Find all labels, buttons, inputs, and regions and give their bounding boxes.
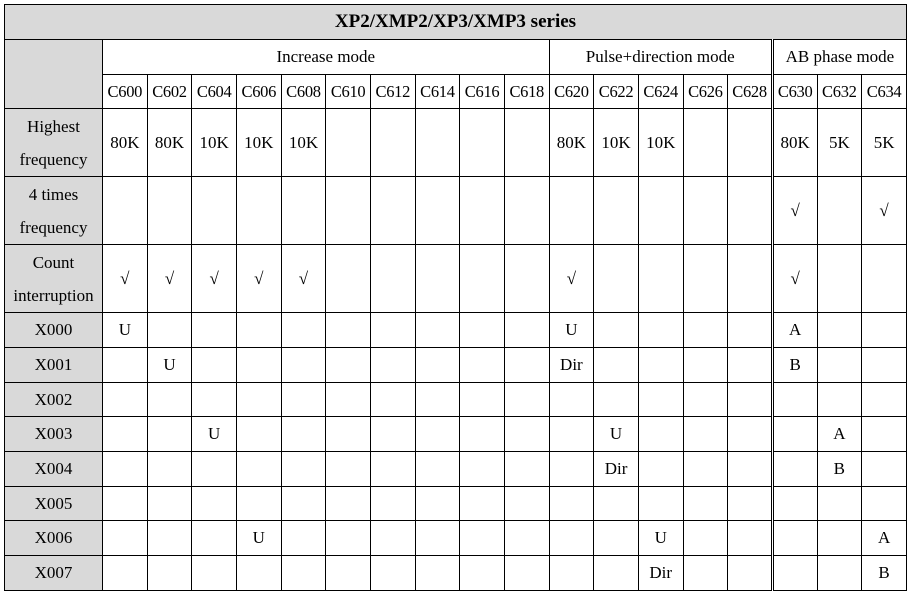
table-cell xyxy=(236,177,281,245)
table-cell xyxy=(862,417,907,452)
table-cell xyxy=(504,383,549,417)
table-cell xyxy=(504,487,549,521)
table-row xyxy=(5,313,907,348)
table-cell xyxy=(147,487,192,521)
table-cell xyxy=(370,177,415,245)
table-cell xyxy=(370,348,415,383)
table-row xyxy=(5,177,907,245)
table-cell xyxy=(549,417,594,452)
table-cell xyxy=(415,383,460,417)
table-cell: 80K xyxy=(549,109,594,177)
table-cell: 80K xyxy=(103,109,148,177)
table-cell xyxy=(370,417,415,452)
table-cell xyxy=(638,452,683,487)
table-cell xyxy=(326,521,371,556)
table-cell xyxy=(683,556,728,591)
table-cell xyxy=(504,452,549,487)
table-cell xyxy=(281,313,326,348)
table-cell xyxy=(281,487,326,521)
row-label: X001 xyxy=(5,348,103,383)
table-cell xyxy=(728,109,773,177)
table-cell xyxy=(862,452,907,487)
table-cell xyxy=(817,313,862,348)
table-cell xyxy=(147,417,192,452)
table-row xyxy=(5,452,907,487)
table-cell xyxy=(728,177,773,245)
channel-header-c624: C624 xyxy=(638,75,683,109)
group-ab-phase-mode: AB phase mode xyxy=(772,40,906,75)
row-label: X006 xyxy=(5,521,103,556)
table-cell xyxy=(772,556,817,591)
table-cell: √ xyxy=(192,245,237,313)
table-cell xyxy=(683,348,728,383)
table-cell: U xyxy=(236,521,281,556)
table-cell xyxy=(236,556,281,591)
table-cell xyxy=(326,177,371,245)
channel-header-c608: C608 xyxy=(281,75,326,109)
table-cell xyxy=(460,245,505,313)
table-row xyxy=(5,487,907,521)
table-cell xyxy=(147,383,192,417)
channel-header-c612: C612 xyxy=(370,75,415,109)
group-increase-mode: Increase mode xyxy=(103,40,550,75)
channel-header-c630: C630 xyxy=(772,75,817,109)
table-cell xyxy=(281,383,326,417)
table-cell xyxy=(728,556,773,591)
table-cell: U xyxy=(594,417,639,452)
table-cell xyxy=(103,521,148,556)
table-cell: 10K xyxy=(281,109,326,177)
table-cell xyxy=(683,521,728,556)
table-cell xyxy=(549,556,594,591)
table-row xyxy=(5,245,907,313)
table-cell xyxy=(728,452,773,487)
table-cell xyxy=(549,177,594,245)
table-cell xyxy=(236,487,281,521)
table-cell: U xyxy=(549,313,594,348)
table-cell xyxy=(281,521,326,556)
table-cell xyxy=(638,313,683,348)
table-cell xyxy=(370,383,415,417)
table-cell xyxy=(103,556,148,591)
channel-header-c606: C606 xyxy=(236,75,281,109)
table-cell xyxy=(281,452,326,487)
row-label: 4 times frequency xyxy=(5,177,103,245)
table-cell xyxy=(862,313,907,348)
table-cell xyxy=(772,487,817,521)
table-cell xyxy=(460,177,505,245)
table-cell: A xyxy=(772,313,817,348)
table-cell xyxy=(728,348,773,383)
table-cell xyxy=(728,313,773,348)
channel-header-c632: C632 xyxy=(817,75,862,109)
table-cell xyxy=(594,487,639,521)
table-cell xyxy=(549,452,594,487)
table-cell xyxy=(728,417,773,452)
table-cell xyxy=(772,417,817,452)
table-cell xyxy=(638,245,683,313)
table-cell: A xyxy=(817,417,862,452)
row-label: X005 xyxy=(5,487,103,521)
table-cell xyxy=(460,417,505,452)
row-label: X004 xyxy=(5,452,103,487)
table-cell xyxy=(460,313,505,348)
table-row xyxy=(5,417,907,452)
table-cell: 80K xyxy=(772,109,817,177)
table-cell xyxy=(460,556,505,591)
table-cell xyxy=(504,177,549,245)
channel-header-c614: C614 xyxy=(415,75,460,109)
table-cell xyxy=(549,383,594,417)
channel-header-c634: C634 xyxy=(862,75,907,109)
table-cell: √ xyxy=(103,245,148,313)
table-cell xyxy=(594,313,639,348)
table-cell xyxy=(415,417,460,452)
table-cell xyxy=(415,452,460,487)
row-label: X000 xyxy=(5,313,103,348)
table-cell: 10K xyxy=(594,109,639,177)
table-row xyxy=(5,556,907,591)
table-cell xyxy=(504,109,549,177)
table-cell xyxy=(460,383,505,417)
table-cell: U xyxy=(638,521,683,556)
channel-header-row xyxy=(5,75,907,109)
table-cell xyxy=(103,348,148,383)
table-cell xyxy=(728,487,773,521)
table-cell: Dir xyxy=(549,348,594,383)
table-cell xyxy=(103,177,148,245)
table-cell: √ xyxy=(772,245,817,313)
channel-header-c604: C604 xyxy=(192,75,237,109)
table-cell: 10K xyxy=(236,109,281,177)
table-cell xyxy=(192,487,237,521)
table-cell xyxy=(683,313,728,348)
table-cell xyxy=(415,521,460,556)
table-cell xyxy=(728,245,773,313)
table-cell xyxy=(326,417,371,452)
table-cell: √ xyxy=(281,245,326,313)
table-cell xyxy=(817,348,862,383)
corner-cell xyxy=(5,40,103,109)
table-cell xyxy=(504,245,549,313)
table-cell xyxy=(236,452,281,487)
table-cell xyxy=(504,556,549,591)
table-cell xyxy=(817,177,862,245)
table-cell xyxy=(817,556,862,591)
channel-header-c622: C622 xyxy=(594,75,639,109)
table-cell xyxy=(862,348,907,383)
table-cell xyxy=(326,348,371,383)
table-cell: B xyxy=(772,348,817,383)
table-cell xyxy=(728,383,773,417)
table-title: XP2/XMP2/XP3/XMP3 series xyxy=(5,5,907,40)
channel-header-c626: C626 xyxy=(683,75,728,109)
table-cell xyxy=(594,383,639,417)
table-cell xyxy=(549,487,594,521)
table-cell xyxy=(147,556,192,591)
table-cell: √ xyxy=(147,245,192,313)
counter-spec-table xyxy=(4,4,907,591)
table-body xyxy=(5,109,907,591)
table-cell xyxy=(236,383,281,417)
table-cell: √ xyxy=(772,177,817,245)
table-cell xyxy=(103,487,148,521)
table-cell xyxy=(504,521,549,556)
table-cell xyxy=(504,348,549,383)
table-cell xyxy=(638,417,683,452)
table-cell xyxy=(683,177,728,245)
table-cell xyxy=(683,487,728,521)
table-cell xyxy=(415,177,460,245)
table-cell xyxy=(370,556,415,591)
channel-header-c610: C610 xyxy=(326,75,371,109)
table-cell xyxy=(236,313,281,348)
table-cell xyxy=(638,383,683,417)
table-row xyxy=(5,348,907,383)
table-cell: 10K xyxy=(192,109,237,177)
table-cell xyxy=(192,348,237,383)
table-cell xyxy=(370,521,415,556)
table-cell xyxy=(594,521,639,556)
table-cell xyxy=(728,521,773,556)
table-cell xyxy=(147,521,192,556)
table-cell xyxy=(281,556,326,591)
table-cell xyxy=(415,348,460,383)
table-cell xyxy=(504,417,549,452)
table-cell xyxy=(638,487,683,521)
table-cell: U xyxy=(192,417,237,452)
table-cell xyxy=(370,487,415,521)
table-cell xyxy=(460,487,505,521)
table-cell xyxy=(370,109,415,177)
table-cell xyxy=(772,383,817,417)
table-cell xyxy=(326,487,371,521)
table-cell xyxy=(147,452,192,487)
table-cell xyxy=(504,313,549,348)
table-cell xyxy=(370,313,415,348)
channel-header-c600: C600 xyxy=(103,75,148,109)
channel-header-c602: C602 xyxy=(147,75,192,109)
table-cell xyxy=(772,521,817,556)
row-label: X002 xyxy=(5,383,103,417)
table-cell xyxy=(192,313,237,348)
table-cell xyxy=(281,417,326,452)
table-cell: U xyxy=(103,313,148,348)
table-cell xyxy=(683,417,728,452)
title-row xyxy=(5,5,907,40)
table-cell xyxy=(594,245,639,313)
table-cell xyxy=(326,109,371,177)
table-cell xyxy=(683,245,728,313)
table-cell xyxy=(772,452,817,487)
table-cell: √ xyxy=(862,177,907,245)
table-cell: A xyxy=(862,521,907,556)
table-cell: √ xyxy=(549,245,594,313)
table-cell xyxy=(326,452,371,487)
table-cell xyxy=(326,383,371,417)
table-cell xyxy=(192,521,237,556)
table-cell xyxy=(594,348,639,383)
table-cell: B xyxy=(817,452,862,487)
table-cell xyxy=(415,109,460,177)
table-cell: 80K xyxy=(147,109,192,177)
table-cell xyxy=(460,452,505,487)
table-cell: √ xyxy=(236,245,281,313)
table-cell: U xyxy=(147,348,192,383)
table-cell xyxy=(862,487,907,521)
channel-header-c616: C616 xyxy=(460,75,505,109)
table-cell xyxy=(192,177,237,245)
table-cell xyxy=(817,245,862,313)
table-cell xyxy=(683,383,728,417)
table-cell xyxy=(638,348,683,383)
table-cell xyxy=(415,313,460,348)
group-pulse-direction-mode: Pulse+direction mode xyxy=(549,40,772,75)
table-row xyxy=(5,109,907,177)
table-cell xyxy=(862,383,907,417)
channel-header-c628: C628 xyxy=(728,75,773,109)
table-cell xyxy=(281,348,326,383)
table-cell xyxy=(147,313,192,348)
table-cell xyxy=(326,245,371,313)
row-label: Highest frequency xyxy=(5,109,103,177)
table-cell xyxy=(817,521,862,556)
row-label: Count interruption xyxy=(5,245,103,313)
table-cell xyxy=(370,245,415,313)
mode-group-row xyxy=(5,40,907,75)
table-cell xyxy=(103,417,148,452)
table-cell: Dir xyxy=(594,452,639,487)
table-cell: 5K xyxy=(817,109,862,177)
table-cell xyxy=(460,521,505,556)
channel-header-c620: C620 xyxy=(549,75,594,109)
table-cell xyxy=(638,177,683,245)
table-cell xyxy=(236,417,281,452)
table-cell xyxy=(683,109,728,177)
table-cell xyxy=(817,383,862,417)
table-cell xyxy=(415,245,460,313)
table-cell xyxy=(326,313,371,348)
table-cell xyxy=(103,383,148,417)
table-cell xyxy=(192,556,237,591)
row-label: X003 xyxy=(5,417,103,452)
table-cell xyxy=(326,556,371,591)
table-row xyxy=(5,383,907,417)
table-cell xyxy=(103,452,148,487)
table-cell xyxy=(817,487,862,521)
table-cell xyxy=(147,177,192,245)
table-cell xyxy=(415,556,460,591)
table-cell xyxy=(281,177,326,245)
table-cell xyxy=(192,452,237,487)
table-row xyxy=(5,521,907,556)
table-cell xyxy=(236,348,281,383)
table-cell xyxy=(192,383,237,417)
table-cell xyxy=(683,452,728,487)
channel-header-c618: C618 xyxy=(504,75,549,109)
table-cell xyxy=(370,452,415,487)
table-cell xyxy=(415,487,460,521)
table-cell: 5K xyxy=(862,109,907,177)
table-cell: 10K xyxy=(638,109,683,177)
table-cell xyxy=(460,348,505,383)
table-cell xyxy=(594,556,639,591)
table-cell xyxy=(862,245,907,313)
table-cell: B xyxy=(862,556,907,591)
row-label: X007 xyxy=(5,556,103,591)
table-cell xyxy=(460,109,505,177)
table-cell xyxy=(549,521,594,556)
table-cell xyxy=(594,177,639,245)
table-cell: Dir xyxy=(638,556,683,591)
